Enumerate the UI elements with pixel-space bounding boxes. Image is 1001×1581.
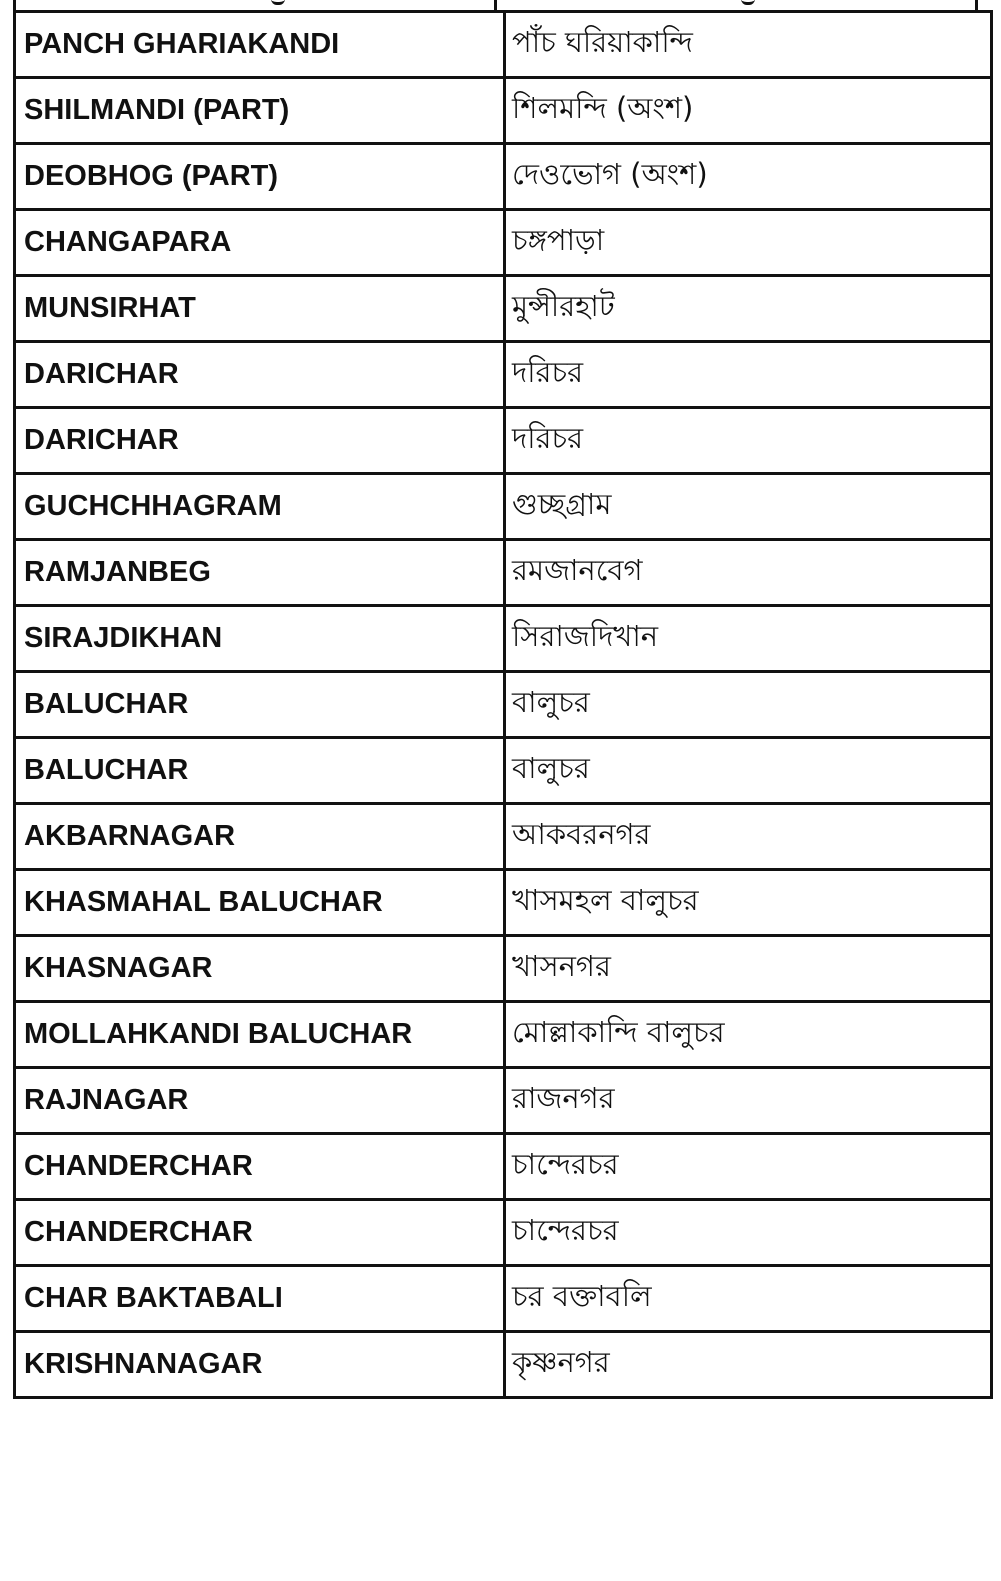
english-name-cell: KHASMAHAL BALUCHAR bbox=[15, 870, 505, 936]
table-row bbox=[15, 1200, 992, 1266]
cropped-text-fragment bbox=[271, 0, 285, 5]
bengali-name-cell: কৃষ্ণনগর bbox=[505, 1332, 992, 1398]
table-border-right-stub bbox=[975, 0, 978, 10]
table-row bbox=[15, 870, 992, 936]
table-row bbox=[15, 342, 992, 408]
table-row bbox=[15, 606, 992, 672]
english-name-cell: AKBARNAGAR bbox=[15, 804, 505, 870]
english-name-cell: RAMJANBEG bbox=[15, 540, 505, 606]
cropped-previous-row bbox=[13, 0, 993, 10]
english-name-cell: PANCH GHARIAKANDI bbox=[15, 12, 505, 78]
table-row bbox=[15, 1332, 992, 1398]
bengali-name-cell: বালুচর bbox=[505, 738, 992, 804]
english-name-cell: BALUCHAR bbox=[15, 672, 505, 738]
table-border-left-stub bbox=[13, 0, 16, 10]
cropped-text-fragment bbox=[741, 0, 755, 5]
table-row bbox=[15, 540, 992, 606]
english-name-cell: MUNSIRHAT bbox=[15, 276, 505, 342]
bengali-name-cell: বালুচর bbox=[505, 672, 992, 738]
place-names-table bbox=[13, 10, 993, 1399]
table-row bbox=[15, 474, 992, 540]
english-name-cell: SIRAJDIKHAN bbox=[15, 606, 505, 672]
bengali-name-cell: দরিচর bbox=[505, 342, 992, 408]
english-name-cell: CHANDERCHAR bbox=[15, 1200, 505, 1266]
english-name-cell: GUCHCHHAGRAM bbox=[15, 474, 505, 540]
bengali-name-cell: খাসনগর bbox=[505, 936, 992, 1002]
table-row bbox=[15, 1266, 992, 1332]
bengali-name-cell: মোল্লাকান্দি বালুচর bbox=[505, 1002, 992, 1068]
english-name-cell: MOLLAHKANDI BALUCHAR bbox=[15, 1002, 505, 1068]
bengali-name-cell: গুচ্ছগ্রাম bbox=[505, 474, 992, 540]
english-name-cell: KHASNAGAR bbox=[15, 936, 505, 1002]
english-name-cell: RAJNAGAR bbox=[15, 1068, 505, 1134]
table-row bbox=[15, 78, 992, 144]
table-row bbox=[15, 1002, 992, 1068]
table-row bbox=[15, 1068, 992, 1134]
bengali-name-cell: চান্দেরচর bbox=[505, 1134, 992, 1200]
bengali-name-cell: আকবরনগর bbox=[505, 804, 992, 870]
bengali-name-cell: দরিচর bbox=[505, 408, 992, 474]
table-row bbox=[15, 738, 992, 804]
bengali-name-cell: পাঁচ ঘরিয়াকান্দি bbox=[505, 12, 992, 78]
table-row bbox=[15, 210, 992, 276]
bengali-name-cell: রমজানবেগ bbox=[505, 540, 992, 606]
bengali-name-cell: শিলমন্দি (অংশ) bbox=[505, 78, 992, 144]
english-name-cell: CHANDERCHAR bbox=[15, 1134, 505, 1200]
english-name-cell: SHILMANDI (PART) bbox=[15, 78, 505, 144]
bengali-name-cell: রাজনগর bbox=[505, 1068, 992, 1134]
table-border-middle-stub bbox=[494, 0, 497, 10]
bengali-name-cell: খাসমহল বালুচর bbox=[505, 870, 992, 936]
table-row bbox=[15, 144, 992, 210]
bengali-name-cell: মুন্সীরহাট bbox=[505, 276, 992, 342]
english-name-cell: CHAR BAKTABALI bbox=[15, 1266, 505, 1332]
bengali-name-cell: সিরাজদিখান bbox=[505, 606, 992, 672]
english-name-cell: KRISHNANAGAR bbox=[15, 1332, 505, 1398]
table-row bbox=[15, 936, 992, 1002]
table-row bbox=[15, 408, 992, 474]
english-name-cell: DEOBHOG (PART) bbox=[15, 144, 505, 210]
table-row bbox=[15, 1134, 992, 1200]
table-row bbox=[15, 672, 992, 738]
english-name-cell: DARICHAR bbox=[15, 408, 505, 474]
table-row bbox=[15, 804, 992, 870]
english-name-cell: CHANGAPARA bbox=[15, 210, 505, 276]
bengali-name-cell: চর বক্তাবলি bbox=[505, 1266, 992, 1332]
bengali-name-cell: চঙ্গপাড়া bbox=[505, 210, 992, 276]
english-name-cell: BALUCHAR bbox=[15, 738, 505, 804]
english-name-cell: DARICHAR bbox=[15, 342, 505, 408]
bengali-name-cell: দেওভোগ (অংশ) bbox=[505, 144, 992, 210]
bengali-name-cell: চান্দেরচর bbox=[505, 1200, 992, 1266]
table-row bbox=[15, 12, 992, 78]
table-body bbox=[15, 12, 992, 1398]
table-row bbox=[15, 276, 992, 342]
